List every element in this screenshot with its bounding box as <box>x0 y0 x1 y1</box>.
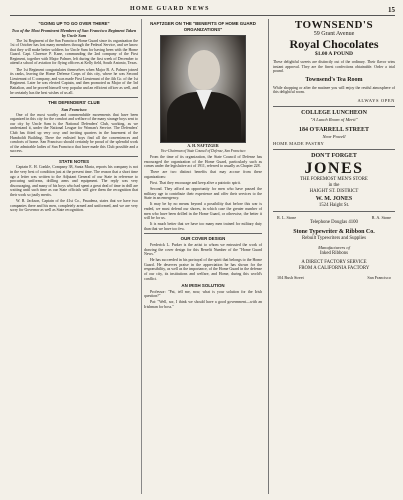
paragraph: There are two distinct benefits that may accrue from these organizations: <box>144 170 262 179</box>
ad-stone-owner-left: R. L. Stone <box>277 214 297 220</box>
article-title: OUR COVER DESIGN <box>180 236 226 242</box>
divider <box>273 211 395 212</box>
paragraph: Professor: "Pat, tell me, now, what is your solution for the Irish question?" <box>144 289 262 299</box>
article-title: AN IRISH SOLUTION <box>181 283 225 289</box>
ad-college-luncheon-pastry: HOME MADE PASTRY <box>273 140 325 146</box>
paragraph: Captain E. H. Conkle, Company 38, Santa Maria, reports his company is not in the very best of condition just at the present time. The reason that a short time ago a letter was written to the Adjutant General of our State in reference to procuring uniforms, drilling arms and equipment. The reply was very discouraging, and many of his boys who had spent a great deal of time in drill are waiting until such time as our State officials will give them the recognition that their work so justly merits. <box>10 165 138 198</box>
ad-stone-direct: A DIRECT FACTORY SERVICE <box>301 259 367 265</box>
paragraph: The 1st Regiment congratulates themselves when Major B. A. Palmer joined its ranks, leaving the Home Defense Corps of this city, where he was Second Lieutenant of C company, and was made First Lieutenant of the 4th Co. of the 1st Regiment. Later he was elected Captain, and then promoted as Major of the 3rd Battalion, and he proved himself very popular and an efficient officer as well, and he certainly has the best wishes of us all. <box>10 67 138 95</box>
paragraph: Frederick L. Parker is the artist to whom we entrusted the work of drawing the cover design for this Benefit Number of the "Home Guard News." <box>144 242 262 257</box>
column-ads <box>268 19 395 494</box>
divider <box>10 156 138 157</box>
ad-college-luncheon-near: Near Powell <box>322 133 346 139</box>
divider <box>273 149 395 150</box>
ad-jones-top: DON'T FORGET <box>311 152 357 159</box>
article-title: NAFTZGER ON THE "BENEFITS OF HOME GUARD ORGANIZATIONS" <box>150 21 256 32</box>
article-title: STATE NOTES <box>58 158 90 164</box>
ad-townsends-tearoom: Townsend's Tea Room <box>305 76 363 83</box>
newspaper-page <box>10 6 395 494</box>
divider <box>144 233 262 234</box>
ad-stone-city: San Francisco <box>367 274 391 280</box>
ad-townsends-product: Royal Chocolates <box>289 37 379 51</box>
column-middle <box>144 19 262 494</box>
paragraph: Pat: "Well, sor, I think we should have a good government—with an Irishman for boss." <box>144 300 262 309</box>
photo-caption: A. H. NAFTZGER <box>187 144 219 148</box>
article-title: THE DEFENDERS' CLUB <box>48 100 100 106</box>
portrait-photo <box>160 35 246 143</box>
paragraph: He has succeeded in his portrayal of the spirit that belongs to the Home Guard. He deserves praise in the appreciation he has shown for the responsibility, as well as the importance, of the Home Guard in the defense of our city, its institutions and welfare, and Home, during this world's conflict. <box>144 258 262 281</box>
ad-jones-owner: W. M. JONES <box>315 195 353 202</box>
photo-head <box>188 50 220 90</box>
ad-college-luncheon-tagline: "A Lunch Room of Merit" <box>310 116 358 122</box>
paragraph: The 1st Regiment of the San Francisco Home Guard since its organization the 1st of October has lost many members through the Federal Service, and we know that they will make better soldiers for Uncle Sam for having been with the Home Guard. Capt. Clarence P. Kane, commanding the 2nd company of the First Regiment, together with Major Palmer, left during the first week of December to attend a school of aviation for flying officers at Kelly field, South Antonio, Texas. <box>10 38 138 66</box>
column-left <box>10 19 138 494</box>
column-divider <box>141 19 142 494</box>
article-subtitle: San Francisco <box>61 106 87 112</box>
paragraph: It is much better that we have too many men trained for military duty than that we have too few. <box>144 222 262 231</box>
ad-townsends-text: These delightful sweets are distinctly out of the ordinary. Their flavor wins instant approval. They are the finest confections obtainable. Order a trial pound. <box>273 60 395 74</box>
divider <box>10 97 138 98</box>
ad-stone-name: Stone Typewriter & Ribbon Co. <box>293 228 375 235</box>
page-header <box>10 6 395 16</box>
paragraph: One of the most worthy and commendable movements that have been organized in this city for the comfort and welfare of the many strange boys sent to our city by Uncle Sam is the National Defenders' Club, working, as we understand it, under the National League for Woman's Service. The Defenders' Club has fitted up very cosy and inviting quarters in the basement of the Humboldt Building. There the enlisted boys find all the conveniences and comforts of home. San Francisco should certainly be proud of the splendid work of the admirable ladies of San Francisco that have made this Club possible and a success. <box>10 112 138 154</box>
page-number: 15 <box>388 6 395 14</box>
ad-stone-rebuilt: Rebuilt Typewriters and Supplies <box>302 235 366 241</box>
divider <box>273 106 395 107</box>
columns <box>10 19 395 494</box>
ad-college-luncheon-title: COLLEGE LUNCHEON <box>301 109 367 116</box>
paragraph: It may be by no means beyond a possibility that before this war is ended, we must defend our shores, in which case the greater number of men who have been drilled in the Home Guard, or otherwise, the better it will be for us. <box>144 202 262 221</box>
ad-jones-line3: HAIGHT ST. DISTRICT <box>309 188 359 194</box>
ad-townsends-price: $1.00 A POUND <box>314 51 354 57</box>
ad-stone-mfr: Manufacturers of <box>318 244 350 250</box>
ad-stone-ribbons: Inked Ribbons <box>319 250 349 256</box>
ad-stone-phone: Telephone Douglas 4100 <box>310 219 358 225</box>
ad-stone-street: 104 Bush Street <box>277 274 304 280</box>
ad-townsends-tearoom-text: While shopping or after the matinee you will enjoy the restful atmosphere of this delightful room. <box>273 85 395 95</box>
ad-townsends-address: 59 Grant Avenue <box>313 31 355 37</box>
paragraph: From the time of its organization, the State Council of Defense has encouraged the organization of the Home Guard, particularly such as comes under the legislative act of 1911, referred to usually as Chapter 228. <box>144 155 262 169</box>
ad-always-open: ALWAYS OPEN <box>357 97 395 103</box>
article-title: "GOING UP TO GO OVER THERE" <box>38 21 110 26</box>
paragraph: Second. They afford an opportunity for men who have passed the military age to contribute their experience and offer their services to the State in an emergency. <box>144 187 262 201</box>
ad-jones-address: 1524 Haight St. <box>318 202 350 208</box>
publication-title: HOME GUARD NEWS <box>130 6 210 12</box>
photo-subcaption: Vice-Chairman of State Council of Defense, San Francisco <box>160 148 246 153</box>
ad-townsends-name: TOWNSEND'S <box>294 19 374 31</box>
ad-stone-location <box>273 275 395 280</box>
paragraph: W. R. Jackson, Captain of the 41st Co., Pasadena, states that we have two companies there and his men, completely armed and uniformed, and we are very sorry for Governor as well as State recognition. <box>10 199 138 213</box>
paragraph: First. That they encourage and keep alive a patriotic spirit. <box>150 180 241 185</box>
ad-jones-name: JONES <box>304 159 364 177</box>
ad-stone-from: FROM A CALIFORNIA FACTORY <box>298 265 370 271</box>
ad-jones-line2: in the <box>328 182 340 188</box>
ad-college-luncheon-address: 184 O'FARRELL STREET <box>299 126 369 133</box>
ad-jones-line1: THE FOREMOST MEN'S STORE <box>300 176 368 182</box>
article-subtitle: Two of the Most Prominent Members of San Francisco Regiment Taken by Uncle Sam <box>11 27 137 38</box>
ad-stone-owner-right: R. A. Stone <box>371 214 391 220</box>
